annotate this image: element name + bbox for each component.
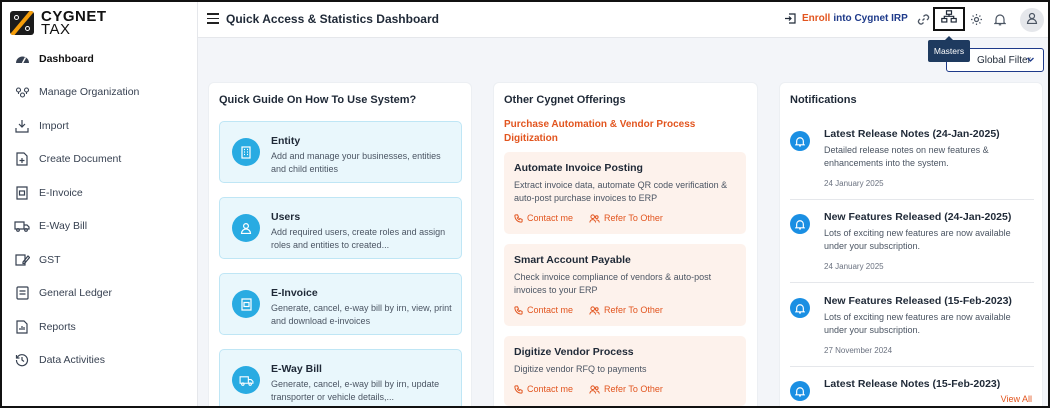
guide-item-title: Users — [271, 211, 301, 223]
guide-item-title: E-Invoice — [271, 287, 318, 299]
contact-me-button[interactable] — [514, 305, 573, 315]
notification-title: New Features Released (15-Feb-2023) — [824, 295, 1012, 307]
chevron-down-icon — [1026, 55, 1035, 67]
guide-item-desc: Add required users, create roles and assign roles and entities to created... — [271, 227, 446, 250]
guide-item-desc: Generate, cancel, e-way bill by irn, update transporter or vehicle details,... — [271, 379, 440, 402]
page-title: Quick Access & Statistics Dashboard — [226, 12, 439, 26]
top-header — [198, 2, 1050, 38]
sidebar-item-gst[interactable] — [2, 243, 198, 277]
offering-digitize-vendor-process — [504, 336, 746, 406]
guide-item-entity[interactable] — [219, 121, 462, 183]
masters-button[interactable] — [933, 7, 965, 31]
sidebar-nav — [2, 42, 198, 377]
brand-line-1: CYGNET — [41, 8, 107, 25]
invoice-icon — [232, 290, 260, 318]
user-avatar[interactable] — [1020, 8, 1044, 32]
guide-item-desc: Add and manage your businesses, entities and child entities — [271, 151, 441, 174]
notifications-title: Notifications — [790, 94, 857, 106]
brand-logo[interactable] — [10, 10, 107, 36]
guide-item-e-invoice[interactable] — [219, 273, 462, 335]
settings-icon[interactable] — [968, 11, 984, 27]
truck-icon — [14, 218, 30, 234]
notification-title: Latest Release Notes (15-Feb-2023) — [824, 378, 1001, 390]
e-invoice-icon — [14, 185, 30, 201]
offering-smart-account-payable — [504, 244, 746, 326]
notification-desc: Lots of exciting new features are now available under your subscription. — [824, 228, 1011, 251]
offering-title: Digitize Vendor Process — [514, 346, 634, 358]
sidebar-item-label: E-Way Bill — [39, 220, 88, 233]
users-icon — [589, 385, 600, 394]
create-document-icon — [14, 151, 30, 167]
refer-to-other-label: Refer To Other — [604, 305, 663, 315]
sidebar-item-dashboard[interactable] — [2, 42, 198, 76]
sidebar — [2, 2, 198, 408]
sidebar-item-label: General Ledger — [39, 287, 112, 300]
enroll-arrow-icon — [784, 13, 796, 24]
sidebar-item-import[interactable] — [2, 109, 198, 143]
hamburger-menu-icon[interactable] — [207, 13, 219, 24]
other-offerings-card — [493, 82, 758, 408]
offering-desc: Digitize vendor RFQ to payments — [514, 364, 647, 374]
bell-icon — [790, 214, 810, 234]
notification-item[interactable] — [790, 211, 1034, 283]
users-icon — [589, 214, 600, 223]
notification-date: 24 January 2025 — [824, 179, 884, 188]
import-icon — [14, 118, 30, 134]
user-icon — [232, 214, 260, 242]
contact-me-label: Contact me — [527, 213, 574, 223]
bell-icon — [790, 298, 810, 318]
contact-me-button[interactable] — [514, 213, 573, 223]
offerings-subtitle: Purchase Automation & Vendor Process Digitization — [504, 119, 696, 144]
notifications-card — [779, 82, 1043, 408]
offering-desc: Check invoice compliance of vendors & auto-post invoices to your ERP — [514, 272, 712, 295]
notification-item[interactable] — [790, 128, 1034, 200]
sidebar-item-general-ledger[interactable] — [2, 277, 198, 311]
sidebar-item-label: Import — [39, 119, 69, 132]
sidebar-item-label: Dashboard — [39, 52, 94, 65]
reports-icon — [14, 319, 30, 335]
gst-icon — [14, 252, 30, 268]
sidebar-item-label: Data Activities — [39, 354, 105, 367]
refer-to-other-label: Refer To Other — [604, 213, 663, 223]
offering-automate-invoice-posting — [504, 152, 746, 234]
history-icon — [14, 352, 30, 368]
view-all-link[interactable]: View All — [1000, 394, 1032, 404]
sidebar-item-label: Create Document — [39, 153, 122, 166]
bell-icon — [790, 131, 810, 151]
user-icon — [1026, 11, 1038, 29]
notification-item[interactable] — [790, 378, 1034, 408]
bell-icon[interactable] — [992, 11, 1008, 27]
notification-desc: Detailed release notes on new features & enhancements into the system. — [824, 145, 989, 168]
sidebar-item-label: Manage Organization — [39, 86, 140, 99]
offerings-title: Other Cygnet Offerings — [504, 94, 626, 106]
truck-icon — [232, 366, 260, 394]
phone-icon — [514, 214, 523, 223]
masters-tooltip: Masters — [928, 40, 970, 62]
notification-title: Latest Release Notes (24-Jan-2025) — [824, 128, 1000, 140]
contact-me-label: Contact me — [527, 305, 574, 315]
link-icon[interactable] — [915, 11, 931, 27]
global-filter-label: Global Filter — [977, 54, 1031, 66]
sidebar-item-reports[interactable] — [2, 310, 198, 344]
sitemap-icon — [941, 10, 957, 28]
quick-guide-title: Quick Guide On How To Use System? — [219, 94, 417, 106]
bell-icon — [790, 381, 810, 401]
brand-line-2: TAX — [41, 21, 71, 38]
sidebar-item-label: E-Invoice — [39, 186, 83, 199]
refer-to-other-button[interactable] — [589, 384, 663, 394]
enroll-suffix: into Cygnet IRP — [833, 13, 908, 24]
sidebar-item-label: Reports — [39, 320, 76, 333]
enroll-prefix: Enroll — [802, 13, 831, 24]
sidebar-item-e-way-bill[interactable] — [2, 210, 198, 244]
phone-icon — [514, 306, 523, 315]
notification-date: 27 November 2024 — [824, 346, 893, 355]
sidebar-item-e-invoice[interactable] — [2, 176, 198, 210]
guide-item-users[interactable] — [219, 197, 462, 259]
offering-title: Smart Account Payable — [514, 254, 631, 266]
notification-item[interactable] — [790, 295, 1034, 367]
notification-title: New Features Released (24-Jan-2025) — [824, 211, 1012, 223]
refer-to-other-button[interactable] — [589, 305, 663, 315]
sidebar-item-manage-organization[interactable] — [2, 76, 198, 110]
contact-me-label: Contact me — [527, 384, 574, 394]
sidebar-item-label: GST — [39, 253, 61, 266]
organization-icon — [14, 84, 30, 100]
users-icon — [589, 306, 600, 315]
enroll-irp-link[interactable] — [784, 13, 908, 24]
phone-icon — [514, 385, 523, 394]
notification-desc: Lots of exciting new features are now available under your subscription. — [824, 312, 1011, 335]
refer-to-other-button[interactable] — [589, 213, 663, 223]
building-icon — [232, 138, 260, 166]
notification-date: 24 January 2025 — [824, 262, 884, 271]
ledger-icon — [14, 285, 30, 301]
sidebar-item-data-activities[interactable] — [2, 344, 198, 378]
offering-desc: Extract invoice data, automate QR code verification & auto-post purchase invoices to ERP — [514, 180, 728, 203]
cygnet-logo-icon — [10, 11, 34, 35]
sidebar-item-create-document[interactable] — [2, 143, 198, 177]
offering-title: Automate Invoice Posting — [514, 162, 643, 174]
dashboard-icon — [14, 51, 30, 67]
guide-item-e-way-bill[interactable] — [219, 349, 462, 408]
quick-guide-card — [208, 82, 472, 408]
guide-item-title: Entity — [271, 135, 301, 147]
contact-me-button[interactable] — [514, 384, 573, 394]
guide-item-title: E-Way Bill — [271, 363, 322, 375]
guide-item-desc: Generate, cancel, e-way bill by irn, view, print and download e-invoices — [271, 303, 452, 326]
refer-to-other-label: Refer To Other — [604, 384, 663, 394]
